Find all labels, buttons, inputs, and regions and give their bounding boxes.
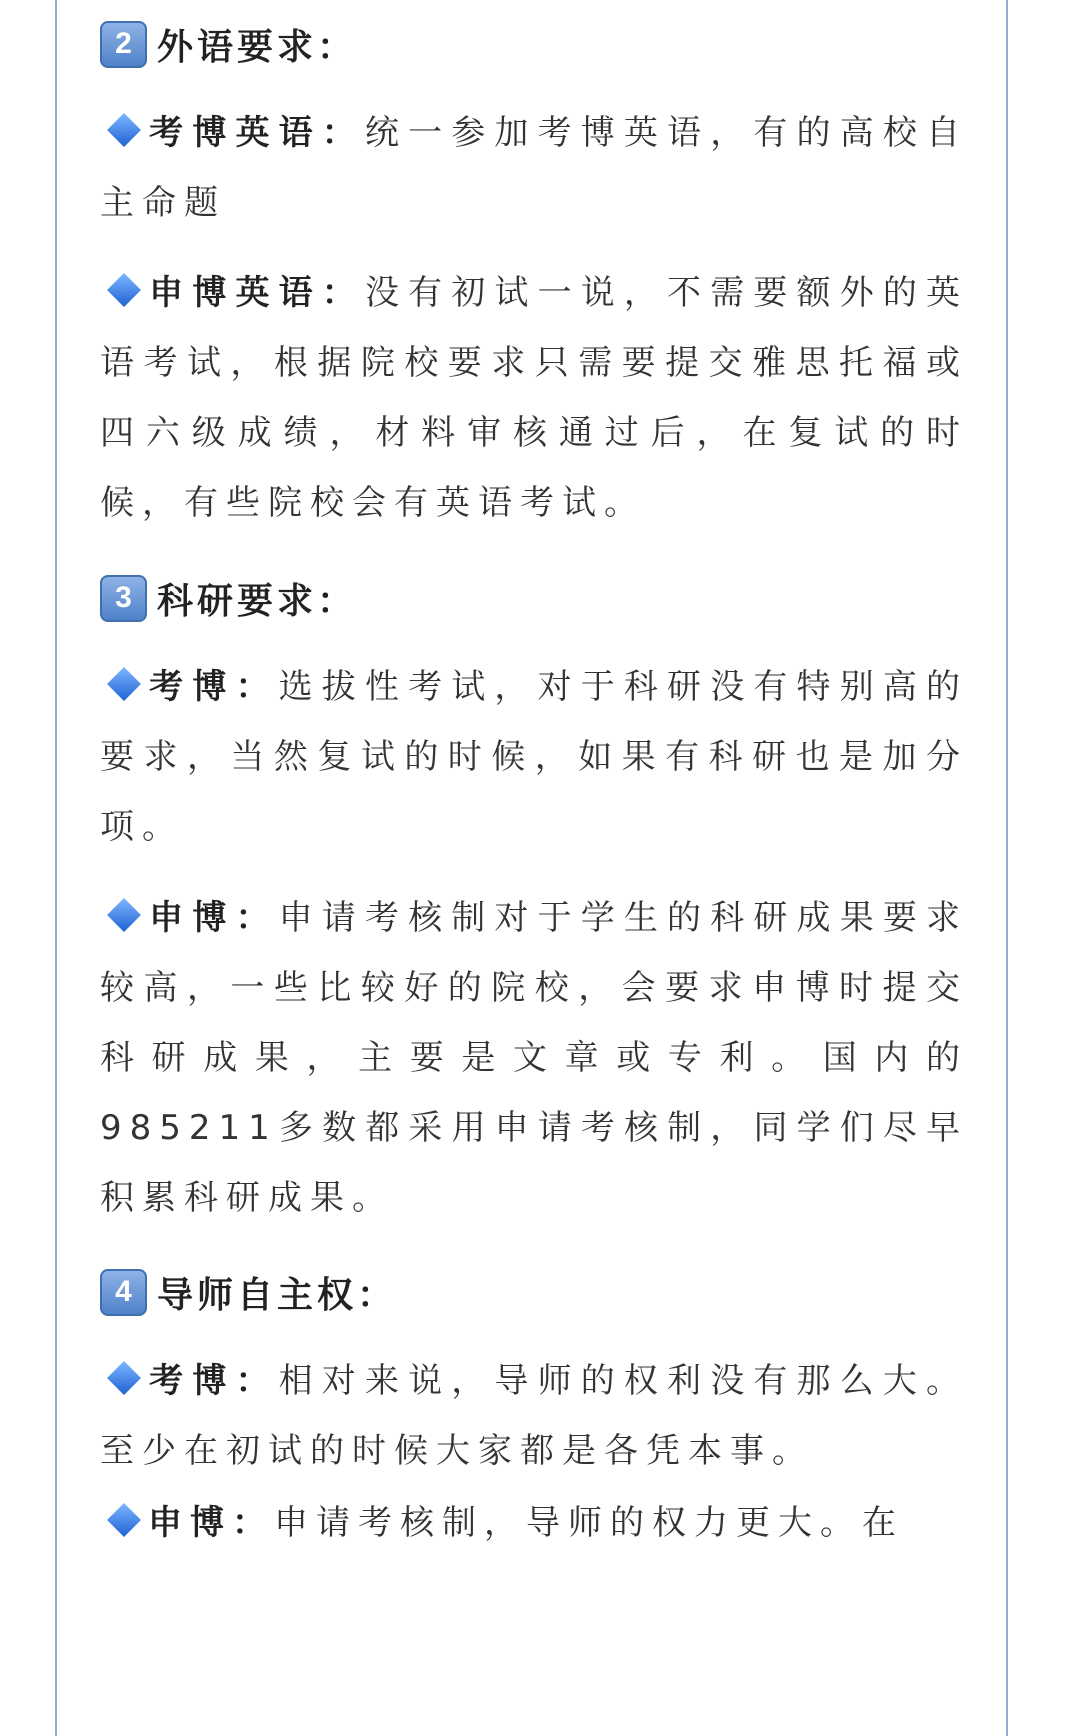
- blue-diamond-icon: [107, 1503, 141, 1537]
- blue-diamond-icon: [107, 667, 141, 701]
- blue-diamond-icon: [107, 898, 141, 932]
- keycap-number-icon: 2: [100, 21, 147, 68]
- paragraph-apply-advisor: [100, 1488, 968, 1558]
- item-lead: 申博：: [148, 898, 279, 938]
- paragraph-exam-english: [100, 98, 968, 238]
- paragraph-apply-english: [100, 258, 968, 538]
- paragraph-apply-research: [100, 883, 968, 1233]
- item-text: 相对来说，导师的权利没有那么大。至少在初试的时候大家都是各凭本事。: [100, 1361, 969, 1471]
- keycap-number-icon: 4: [100, 1269, 147, 1316]
- item-text: 选拔性考试，对于科研没有特别高的要求，当然复试的时候，如果有科研也是加分项。: [100, 667, 969, 847]
- item-lead: 考博英语：: [148, 113, 365, 153]
- item-text: 申请考核制，导师的权力更大。在: [274, 1503, 904, 1543]
- item-text: 申请考核制对于学生的科研成果要求较高，一些比较好的院校，会要求申博时提交科研成果，主要是文章或专利。国内的985211多数都采用申请考核制，同学们尽早积累科研成果。: [100, 898, 969, 1218]
- item-lead: 申博：: [148, 1503, 274, 1543]
- paragraph-exam-research: [100, 652, 968, 862]
- item-text: 没有初试一说，不需要额外的英语考试，根据院校要求只需要提交雅思托福或四六级成绩，材料审核通过后，在复试的时候，有些院校会有英语考试。: [100, 273, 969, 523]
- blue-diamond-icon: [107, 1361, 141, 1395]
- item-lead: 考博：: [148, 1361, 279, 1401]
- item-text: 统一参加考博英语，有的高校自主命题: [100, 113, 969, 223]
- keycap-number-icon: 3: [100, 575, 147, 622]
- item-lead: 申博英语：: [148, 273, 365, 313]
- section-title: 外语要求：: [157, 26, 358, 68]
- blue-diamond-icon: [107, 273, 141, 307]
- paragraph-exam-advisor: [100, 1346, 968, 1486]
- section-heading-foreign-language: [100, 18, 968, 70]
- section-title: 导师自主权：: [157, 1274, 398, 1316]
- blue-diamond-icon: [107, 113, 141, 147]
- section-heading-research: [100, 572, 968, 624]
- section-heading-advisor-autonomy: [100, 1266, 968, 1318]
- item-lead: 考博：: [148, 667, 279, 707]
- section-title: 科研要求：: [157, 580, 358, 622]
